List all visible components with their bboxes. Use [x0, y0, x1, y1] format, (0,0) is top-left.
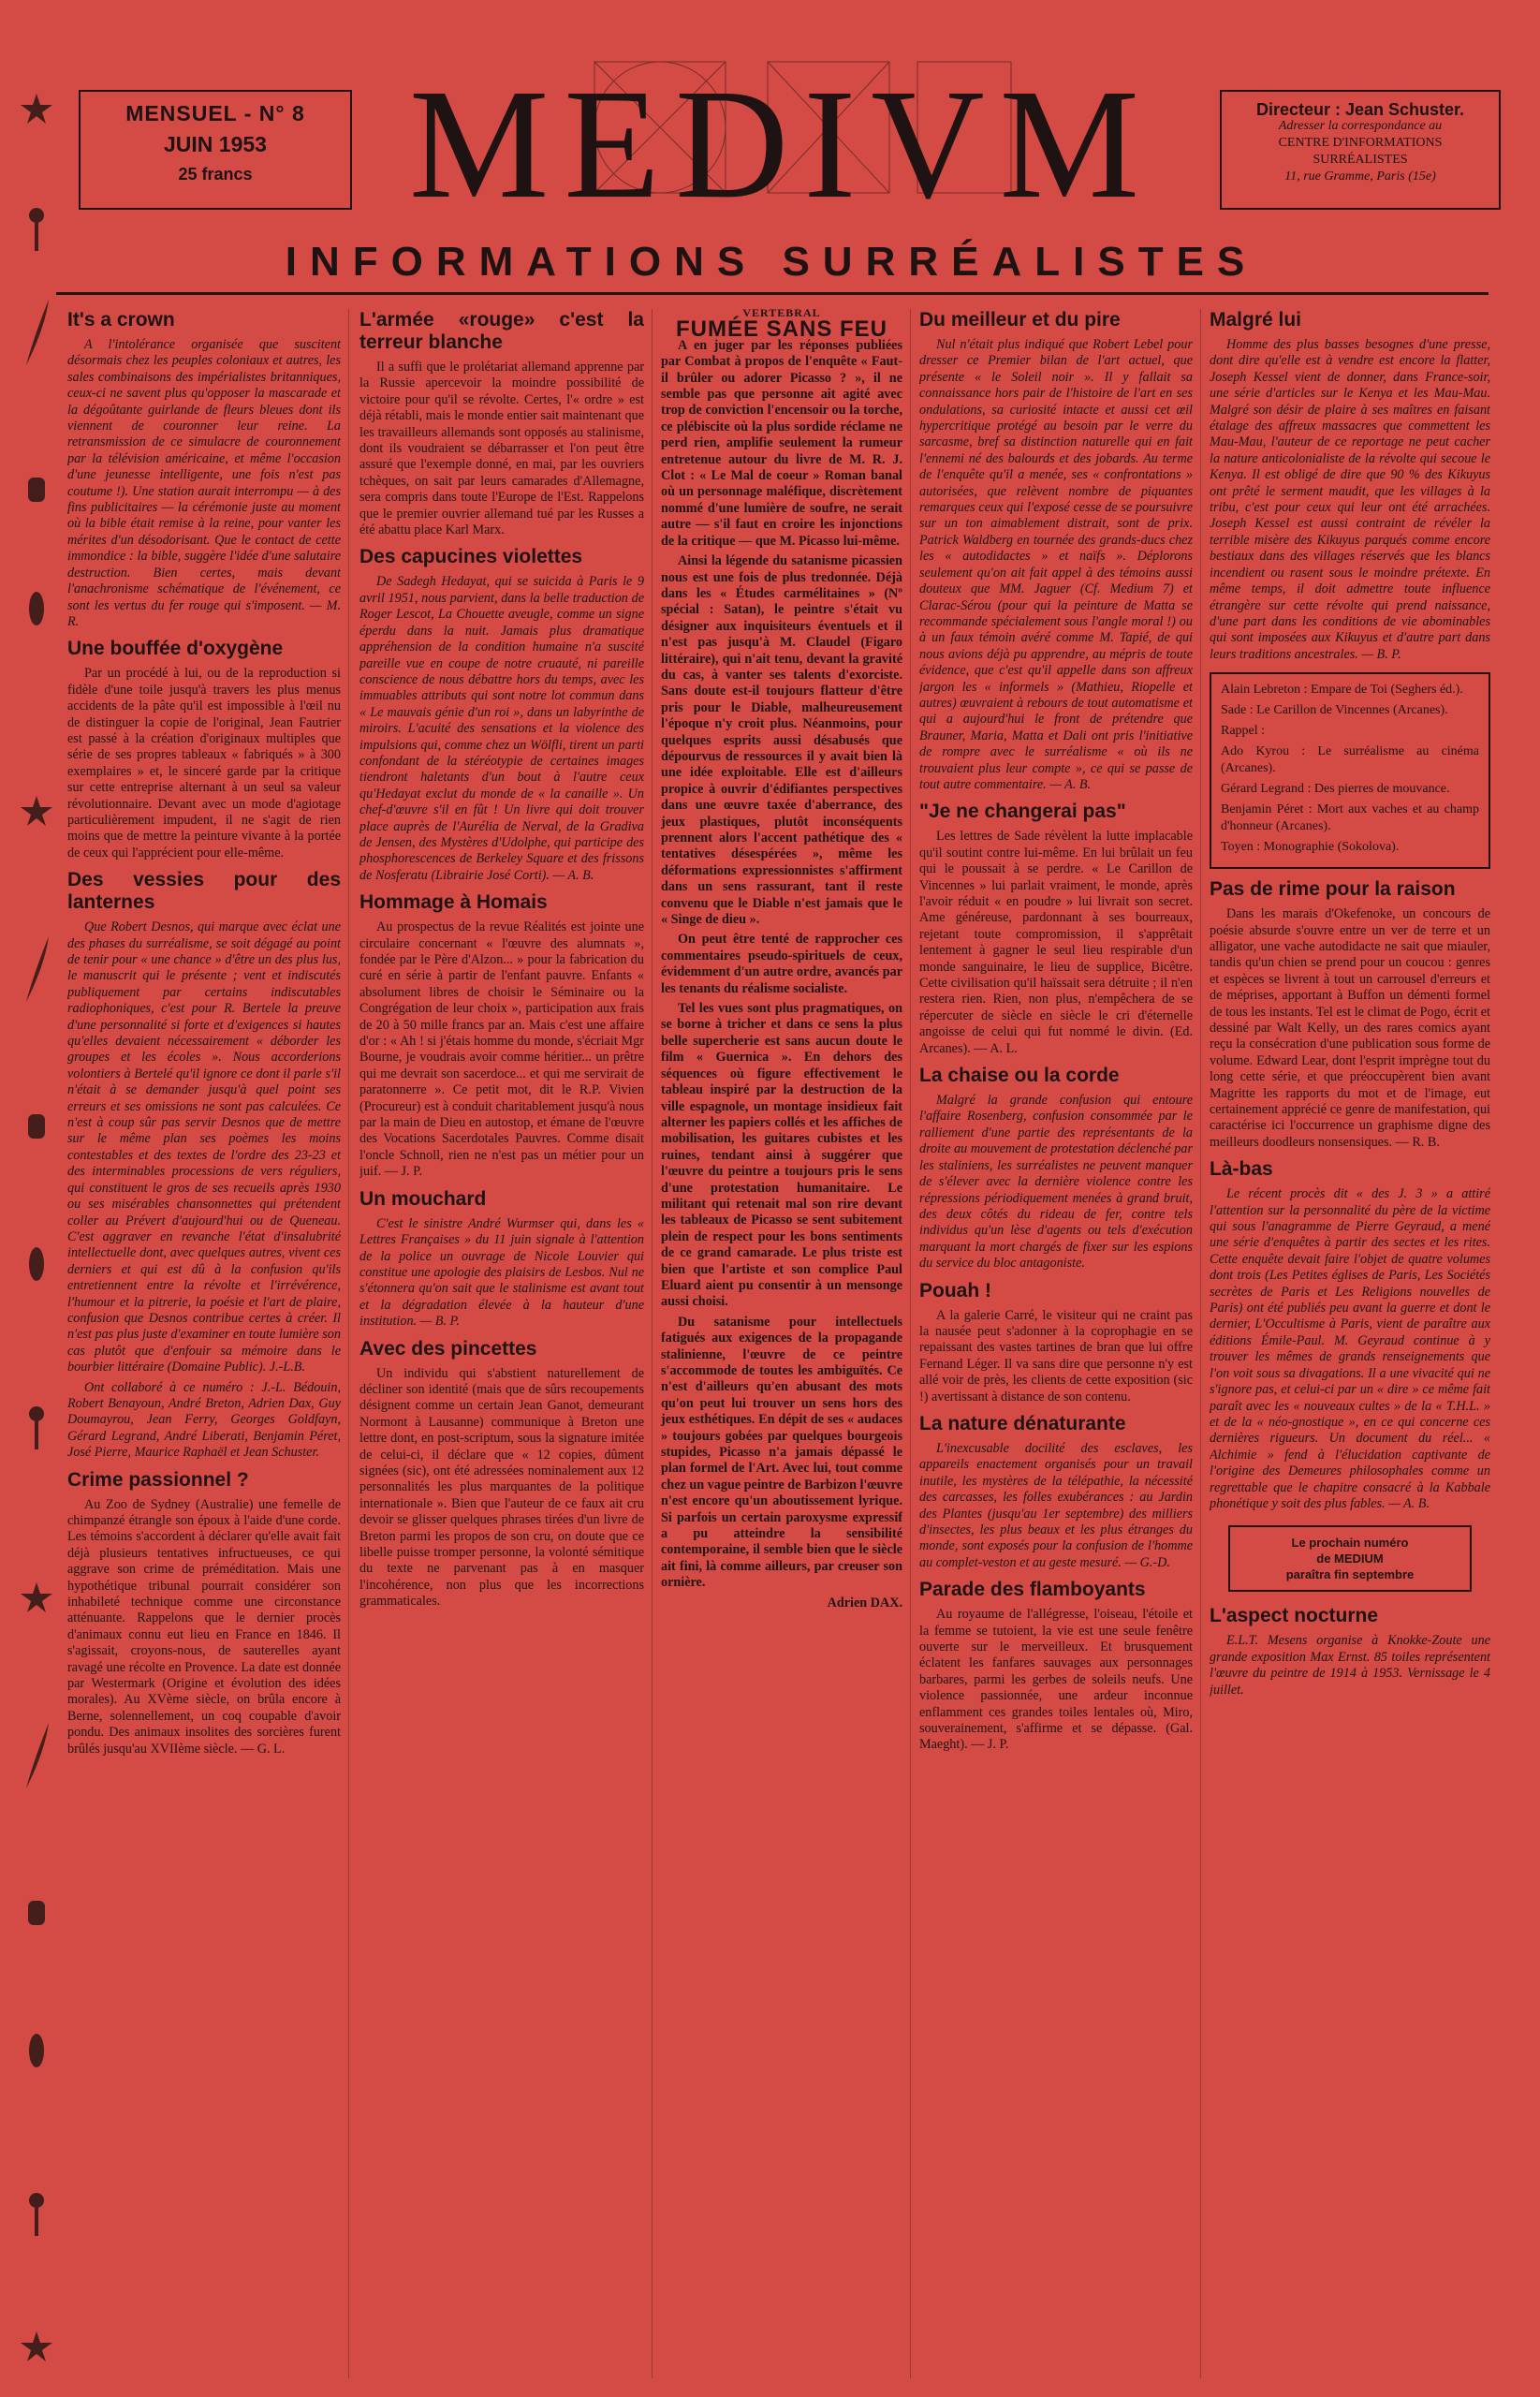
- column-rule: [348, 309, 349, 2378]
- column-rule: [652, 309, 653, 2378]
- list-item: Benjamin Péret : Mort aux vaches et au champ d'honneur (Arcanes).: [1221, 802, 1479, 834]
- star-icon: [21, 94, 52, 124]
- list-item: Gérard Legrand : Des pierres de mouvance.: [1221, 782, 1450, 797]
- article-body: Par un procédé à lui, ou de la reproduction si fidèle d'une toile jusqu'à travers les plus menus accidents de la pâte qu'il est impossible à l'œil nu de distinguer la copie de l'original, Jean Fautrier est passé à la création d'originaux multiples que série de ses propres tableaux « fabriqués » à 300 exemplaires » et, le sinceré garde par la critique sur cette entreprise alternant à un seul sa valeur révolutionnaire. Devant avec un mode d'agiotage particulièrement impudent, il ne s'agit de rien moins que de mettre la peinture vivante à la portée de ceux qui l'apprécient pour elle-même.: [67, 666, 341, 860]
- article-title: Du meilleur et du pire: [919, 309, 1121, 331]
- list-item: Sade : Le Carillon de Vincennes (Arcanes).: [1221, 703, 1448, 718]
- column-rule: [1200, 309, 1201, 2378]
- article-title: Une bouffée d'oxygène: [67, 638, 284, 660]
- article-body: A la galerie Carré, le visiteur qui ne craint pas la nausée peut s'adonner à la coprophagie en se repaissant des vastes tartines de bran que lui offre Fernand Léger. Il va sans dire que personne n'y est allé voir de près, les clients de cette exposition (sic !) avertissant à distance de son contenu.: [919, 1307, 1193, 1404]
- director-line: Directeur : Jean Schuster.: [1255, 100, 1465, 119]
- article-body: Un individu qui s'abstient naturellement de décliner son identité (mais que de sûrs recoupements désignent comme un certain Jean Ganot, demeurant Normont à Lausanne) communique à Breton une lettre dont, en post-scriptum, sous la signature imitée de celui-ci, il déclare que « 12 copies, dûment signées (sic), ont été adressées nominalement aux 12 personnalités les plus marquantes de la politique internationale ». Bien que l'auteur de ce faux ait cru devoir se glisser quelques phrases tirées d'un livre de Breton parmi les propos de son cru, on doute que ce libelle puisse tromper personne, la volonté sémitique du texte ne parvenant pas à en masquer l'incohérence, non plus que les incorrections grammaticales.: [359, 1365, 644, 1610]
- article-title: Pas de rime pour la raison: [1210, 878, 1456, 901]
- article-title: Des capucines violettes: [359, 546, 583, 568]
- article-title: Des vessies pour des lanternes: [67, 869, 341, 914]
- article-body: C'est le sinistre André Wurmser qui, dans les « Lettres Françaises » du 11 juin signale à l'attention de la police un ouvrage de Nicole Louvier qui constitue une apologie des plaisirs de Lesbos. Nul ne s'étonnera qu'on sait que le stalinisme est avant tout et la dégradation élevée à la hauteur d'une institution. — B. P.: [359, 1215, 644, 1330]
- article-body: On peut être tenté de rapprocher ces commentaires pseudo-spirituels de ceux, évidemment d'un autre ordre, avancés par les tenants du réalisme socialiste.: [661, 932, 902, 996]
- note-line: paraîtra fin septembre: [1285, 1567, 1415, 1582]
- article-title: Malgré lui: [1210, 309, 1302, 331]
- column-4: [919, 301, 1193, 2371]
- margin-ornaments: [17, 84, 56, 2388]
- masthead-text: MEDIVM: [409, 57, 1154, 225]
- list-item: Alain Lebreton : Empare de Toi (Seghers éd.).: [1221, 683, 1463, 698]
- note-line: Le prochain numéro: [1291, 1536, 1409, 1551]
- article-title: L'armée «rouge» c'est la terreur blanche: [359, 309, 644, 353]
- list-item: Rappel :: [1221, 724, 1266, 739]
- masthead-subtitle: [69, 228, 1474, 288]
- article-body: Ainsi la légende du satanisme picassien nous est une fois de plus tredonnée. Déjà dans les « Études carmélitaines » (Nº spécial : Satan), le peintre s'était vu désigner aux inquisiteurs éventuels et il n'est pas jusqu'à M. Claudel (Figaro littéraire), qui n'ait tenu, devant la gravité du cas, à vanter ses talents d'exorciste. Sans doute est-il toujours flatteur d'être pris pour le Diable, malheureusement l'époque n'y croit plus. Néanmoins, pour quelques esprits aussi désabusés que dépourvus de ressources il y avait bien là une idée exploitable. Elle est d'ailleurs propice à ouvrir d'édifiantes perspectives dans une œuvre taxée d'aberrance, des jeux plastiques, plutôt inconséquents prennent alors l'accent pathétique des « tentatives désespérées », même les déformations expressionnistes s'affirment dans un sens rassurant, tant il reste convenu que le Diable n'est jamais que le « Singe de dieu ».: [661, 553, 902, 928]
- article-title: L'aspect nocturne: [1210, 1605, 1379, 1627]
- contributors-note: Ont collaboré à ce numéro : J.-L. Bédouin, Robert Benayoun, André Breton, Adrien Dax, Guy Doumayrou, Jean Ferry, Georges Goldfayn, Gérard Legrand, André Liberati, Benjamin Péret, José Pierre, Maurice Raphaël et Jean Schuster.: [67, 1379, 341, 1461]
- next-issue-box: [1228, 1525, 1472, 1592]
- address-line-4: 11, rue Gramme, Paris (15e): [1284, 169, 1436, 184]
- header-rule: [56, 292, 1489, 295]
- issue-price: 25 francs: [178, 165, 253, 184]
- address-line-1: Adresser la correspondance au: [1278, 119, 1443, 133]
- article-title: La nature dénaturante: [919, 1412, 1126, 1434]
- issue-line: MENSUEL - N° 8: [125, 101, 305, 125]
- article-body: A l'intolérance organisée que suscitent désormais chez les peuples coloniaux et autres, les sales combinaisons des impérialistes britanniques, ceux-ci ne savent plus qu'opposer la mascarade et la dégoûtante guirlande de fleurs bleues dont ils viennent de couronner leur reine. La retransmission de ce simulacre de couronnement par la télévision américaine, et même l'occasion d'une jeunesse intelligente, une fois n'est pas coutume !). Une station aurait interrompu — à des fins publicitaires — la cérémonie juste au moment où la bible était remise à la reine, pour vanter les mérites d'un désodorisant. Que le contact de cette immondice : la bible, suggère l'idée d'une salutaire destruction. Bien certes, mais devant l'anachronisme schématique de l'événement, ce sont les vertus du fer rouge qui s'imposent. — M. R.: [67, 337, 341, 629]
- article-body: De Sadegh Hedayat, qui se suicida à Paris le 9 avril 1951, nous parvient, dans la belle traduction de Roger Lescot, La Chouette aveugle, comme un signe éperdu dans la nuit. Jamais plus dramatique appréhension de la condition humaine n'a suscité pareille vue en coupe de notre cruauté, ni pareille conscience de nous débattre hors du temps, avec les immuables attributs qui sont notre lot commun dans « Le mauvais génie d'un roi », dans un labyrinthe de miroirs. L'acuité des sensations et la violence des impulsions qui, comme chez un Wölfli, tirent un parti confondant de la stéréotypie de certaines images tiendront haletants d'un bout à l'autre ceux qu'Hedayat exclut du monde de « la canaille ». Un chef-d'œuvre s'il en fût ! Un livre qui doit trouver place auprès de l'Aurélia de Nerval, de la Gradiva de Jensen, des Mystères d'Udolphe, qui participe des phosphorescences de Berkeley Square et des frissons de Nosferatu (Librairie José Corti). — A. B.: [359, 574, 644, 883]
- address-line-3: SURRÉALISTES: [1313, 153, 1408, 167]
- article-body: Il a suffi que le prolétariat allemand apprenne par la Russie apercevoir la moindre possibilité de victoire pour qu'il se révolte. Certes, l'« ordre » est déjà rétabli, mais le monde entier sait maintenant que les travailleurs allemands sont opposés au stalinisme, dont ils voudraient se débarrasser et l'on peut être assuré que l'exemple donné, en mai, par les ouvriers tchèques, on sait par leurs camarades d'Allemagne, sera compris dans toute l'Europe de l'Est. Rappelons que le premier ouvrier allemand tué par les Russes a été abattu place Karl Marx.: [359, 360, 644, 538]
- article-body: Malgré la grande confusion qui entoure l'affaire Rosenberg, confusion consommée par le ralliement d'une partie des représentants de la droite au mouvement de protestation déclenché par les staliniens, les surréalistes ne peuvent manquer de s'élever avec la dernière violence contre les répressions périodiquement menées à grand bruit, des deux côtés du rideau de fer, contre tels individus qu'un lèse d'agents ou tels d'exécution marquant la mort chargés de fixer sur les espions du service du bloc antagoniste.: [919, 1093, 1193, 1272]
- article-body: Au prospectus de la revue Réalités est jointe une circulaire concernant « l'œuvre des alumnats », fondée par le Père d'Alzon... » pour la fabrication du curé en série à partir de l'enfant pauvre. Enfants « absolument libres de choisir le Séminaire ou la Congrégation de leur choix », participation aux frais de 20 à 50 mille francs par an. Mais c'est une affaire d'or : « Ah ! si j'étais homme du monde, s'écriait Mgr Bourne, je voudrais avoir comme héritier... un prêtre qui me devrait son sacerdoce... et qui me servirait de paratonnerre ». Ce petit mot, dit le R.P. Vivien (Procureur) est à conduit charitablement jusqu'à nous par la main de Dieu en autostop, et émane de l'œuvre des Vocations Sacerdotales Pauvres. Comme disait l'oncle Schnoll, rien ne n'est pas un métier pour un juif. — J. P.: [359, 919, 644, 1180]
- article-title: Un mouchard: [359, 1187, 487, 1210]
- article-body: Dans les marais d'Okefenoke, un concours de poésie absurde s'ouvre entre un ver de terre et un alligator, une vache autodidacte ne sait que miauler, tandis qu'un chien se prend pour un coucou : genres et espèces se livrent à tout un carrousel d'erreurs et de méprises, apportant à Buffon un démenti formel de tous les instants. Tel est le climat de Pogo, écrit et dessiné par Walt Kelly, un des rares comics ayant reçu la consécration d'une publication sous forme de volume. Edward Lear, dont l'esprit imprègne tout du long cette série, et que préoccupèrent bien avant Magritte les rapports du mot et de l'image, eut certainement apprécié ce genre de manifestation, qui caractérise ici l'occurrence un graphisme digne des meilleurs doodleurs nonsensiques. — R. B.: [1210, 906, 1490, 1150]
- address-line-2: CENTRE D'INFORMATIONS: [1278, 136, 1443, 150]
- article-title: FUMÉE SANS FEU: [675, 316, 887, 343]
- article-title: Crime passionnel ?: [67, 1468, 249, 1491]
- director-box: [1220, 90, 1501, 210]
- issue-date: JUIN 1953: [164, 132, 267, 156]
- article-title: Là-bas: [1210, 1158, 1273, 1181]
- issue-box: [79, 90, 352, 210]
- note-line: de MEDIUM: [1316, 1551, 1384, 1566]
- column-1: [67, 301, 341, 2371]
- article-title: Hommage à Homais: [359, 891, 548, 914]
- column-2: [359, 301, 644, 2371]
- article-body: Tel les vues sont plus pragmatiques, on se borne à tricher et dans ce sens la plus belle supercherie est sans aucun doute le film « Guernica ». En dehors des séquences où figure effectivement le tableau inspiré par la destruction de la ville espagnole, un montage insidieux fait alterner les papiers collés et les affiches de mobilisation, les guitares cubistes et les ruines, tendant ainsi à suggérer que l'œuvre du peintre a toujours pris le sens d'une protestation humanitaire. Le militant qui retenait mal son rire devant les tableaux de Picasso se sent subitement plein de respect pour les bons sentiments de ce grand camarade. Le plus triste est bien que l'artiste et son complice Paul Eluard aient pu consentir à un mensonge aussi choisi.: [661, 1001, 902, 1310]
- article-body: Nul n'était plus indiqué que Robert Lebel pour dresser ce Premier bilan de l'art actuel, que présente « le Soleil noir ». Il y fallait sa connaissance hors pair de l'histoire de l'art en ses ondulations, sa curiosité intacte et aussi cet œil hypercritique protégé au besoin par le verre du sarcasme, bref sa distinction naturelle qui en fait l'ennemi né des balourds et des jobards. Au terme de l'enquête qu'il a menée, ses « confrontations » autorisées, que relèvent nombre de piquantes remarques ceux qui l'exposé cesse de se poursuivre sur un ton aimablement distrait, sont de prix. Patrick Waldberg en tournée des grands-ducs chez les « autodidactes » et naïfs ». Déplorons seulement qu'on ait fait appel à des témoins aussi douteux que MM. Jaguer (Cf. Medium 7) et Clarac-Sérou (pour qui la peinture de Matta se recommande spécialement sous l'angle moral !) ou à un faux témoin avéré comme M. Tapié, de qui nous avions déjà pu apprendre, au mépris de toute évidence, que c'est qu'il appelle dans son affreux jargon les « informels » (Mathieu, Riopelle et autres) œuvraient à rebours de tout automatisme et qui a aujourd'hui le front de prétendre que Brauner, Maria, Matta et Dali ont pris l'initiative de rompre avec le surréalisme « où ils ne trouvaient plus leur compte », ce qui se passe de tout autre commentaire. — A. B.: [919, 337, 1193, 792]
- list-item: Toyen : Monographie (Sokolova).: [1221, 840, 1400, 855]
- section-label: VERTEBRAL: [742, 306, 821, 319]
- article-body: Les lettres de Sade révèlent la lutte implacable qu'il soutint contre lui-même. En lui brûlait un feu qui le poussait à se perdre. « Le Carillon de Vincennes » lui parlait vraiment, le monde, après l'avoir réduit « en poudre » lui livrait son secret. Ame généreuse, pardonnant à ses bourreaux, rejetant toute compromission, il s'apprêtait lentement à gagner le seul lieu respirable d'un monde sanguinaire, le lieu de supplice, Bicêtre. Cette civilisation qu'il haïssait sera détruite ; il n'en restera rien. Rien, non plus, n'empêchera de se répercuter de siècle en siècle le cri d'éternelle angoisse de celui qui fut nommé le divin. (Ed. Arcanes). — A. L.: [919, 829, 1193, 1056]
- article-body: Que Robert Desnos, qui marque avec éclat une des phases du surréalisme, se soit dégagé au point de tenir pour « une chance » d'être un des plus lus, le manuscrit qui le présente ; vent et indiscutés publiquement par certains indiscutables radiophoniques, c'est pour R. Bertele la preuve d'une personnalité si forte et d'exigences si hautes qu'elles devaient nécessairement « déborder les groupes et les écoles ». Nous accorderions volontiers à Bertelé qu'il ignore ce dont il parle s'il n'était à se demander jusqu'à quel point ses erreurs et ses omissions ne sont pas calculées. Ce n'est à coup sûr pas servir Desnos que de mettre sur le même plan ses poèmes les moins contestables et des textes de l'ordre des 23-23 et des interminables processions de vers réguliers, qui constituent le gros de ses recueils après 1930 ou ses misérables chansonnettes qui prétendent coller au Prévert d'aujourd'hui ou de Queneau. C'est aggraver en revanche l'état d'insalubrité intellectuelle dont, avec quelques autres, vivent ces derniers et qui est dû à la confusion qu'ils entretiennent entre la révolte et l'irrévérence, l'humour et la pitrerie, la poésie et l'art de plaire, confusion que Desnos contribue certes à créer. Il n'est pas plus juste d'examiner en toute lumière son cas plutôt que d'enfouir sa mémoire dans le bourbier littéraire (Domaine Public). J.-L.B.: [67, 919, 341, 1375]
- article-title: It's a crown: [67, 309, 175, 331]
- article-body: E.L.T. Mesens organise à Knokke-Zoute une grande exposition Max Ernst. 85 toiles représentent l'œuvre du peintre de 1914 à 1953. Vernissage le 4 juillet.: [1210, 1633, 1490, 1698]
- article-title: La chaise ou la corde: [919, 1065, 1120, 1087]
- article-body: Homme des plus basses besognes d'une presse, dont dire qu'elle est à vendre est encore la flatter, Joseph Kessel vient de donner, dans France-soir, une série d'articles sur le Kenya et les Mau-Mau. Malgré son désir de plaire à ses maîtres en faisant étalage des affreux massacres que commettent les Mau-Mau, l'auteur de ce reportage ne peut cacher la nature anticolonialiste de la révolte qui secoue le Kenya. Il est obligé de dire que 90 % des Kikuyus ont prêté le serment maudit, que les villages à la tribu, c'est pour ceux qui leur ont été arrachées. Joseph Kessel est aussi contraint de révéler la terrible misère des Kikuyus parqués comme encore bestiaux dans des villages réservés que les blancs incendient ou rasent sous le moindre prétexte. En même temps, il doit admettre toute influence étrangère sur cette révolte qui prend naissance, d'une part dans les conditions de vie abominables qui sont imposées aux Kikuyus et d'autre part dans leurs traditions ancestrales. — B. P.: [1210, 337, 1490, 662]
- author-signature: Adrien DAX.: [827, 1595, 902, 1610]
- article-body: Le récent procès dit « des J. 3 » a attiré l'attention sur la personnalité du père de la victime qui sous l'anagramme de Pierre Geyraud, a mené une série d'enquêtes à partir des sectes et les rites. Cette enquête devait faire l'objet de quatre volumes dont trois (Les Petites églises de Paris, Les Sociétés secrètes de Paris et Les Religions nouvelles de Paris) ont été publiés peu avant la guerre et dont le dernier, L'Occultisme à Paris, vient de paraître aux éditions Émile-Paul. M. Geyraud continue à y trouver les mêmes de grands renseignements que l'on voit sous sa divagations. Il a une vivacité qui ne s'ignore pas, et celui-ci par un « dire » ce même fait paraît avec les « nouveaux cultes » de la « T.H.L. » et de la « néo-gnostique », en ce qui concerne ces dernières rigueurs. Un document du réel... « Alchimie » fend à l'élucidation captivante de l'origine des Demeures philosophales comme un regrettable que le chapitre consacré à la Kabbale phonétique y soit des plus fables. — A. B.: [1210, 1186, 1490, 1511]
- column-3: [661, 301, 902, 2371]
- article-body: L'inexcusable docilité des esclaves, les appareils enactement organisés pour un travail inutile, les mystères de la télépathie, la nécessité des carcasses, les folles exubérances : au Jardin des Plantes (jusqu'au 1er septembre) des milliers d'insectes, les plus beaux et les plus étranges du monde, sont exposés pour la confusion de l'homme au complet-veston et au geste mesuré. — G.-D.: [919, 1440, 1193, 1570]
- article-body: A en juger par les réponses publiées par Combat à propos de l'enquête « Faut-il brûler ou adorer Picasso ? », il ne semble pas que personne ait agité avec trop de conviction l'encensoir ou la torche, ce plébiscite où la plus sordide réclame ne perd rien, amplifie seulement la rumeur entretenue autour du livre de M. R. J. Clot : « Le Mal de coeur » Roman banal où un personnage maléfique, discrètement nommé d'une lumière de soufre, ne serait autre — s'il faut en croire les injonctions de la critique — que M. Picasso lui-même.: [661, 337, 902, 549]
- hand-icon: [28, 478, 45, 502]
- masthead-title: [356, 37, 1208, 225]
- article-body: Au royaume de l'allégresse, l'oiseau, l'étoile et la femme se tutoient, la vie est une seule fenêtre ouverte sur le merveilleux. Et brusquement éclatent les fanfares sauvages aux personnages barbares, parmi les gerbes de soleils neufs. Une violence passionnée, une ardeur inconnue enflamment ces grandes toiles lentales où, Miro, souverainement, s'affirme et se dépasse. (Gal. Maeght). — J. P.: [919, 1607, 1193, 1753]
- key-icon: [29, 208, 44, 251]
- article-body: Au Zoo de Sydney (Australie) une femelle de chimpanzé étrangle son époux à l'aide d'une corde. Les témoins s'accordent à déclarer qu'elle avait fait déjà plusieurs tentatives infructueuses, ce qui aggrave son crime de préméditation. Mais une hypothétique tribunal pourrait considérer son inhabileté technique comme une circonstance atténuante. Rappelons que le dernier procès d'animaux connu eut lieu en France en 1846. Il s'agissait, croyons-nous, de sauterelles ayant ravagé une récolte en Provence. La date est donnée par Westermark (Origine et évolution des idées morales). Au XVème siècle, on brûla encore à Berne, solennellement, un coq coupable d'avoir pondu. Des animaux insolites des sorcières furent brûlés jusqu'au XVIIème siècle. — G. L.: [67, 1496, 341, 1757]
- article-body: Du satanisme pour intellectuels fatigués aux exigences de la propagande stalinienne, l'œuvre de ce peintre s'accommode de toutes les ambiguïtés. Ce n'est d'ailleurs qu'en abusant des mots qu'on peut lui trouver un sens hors des jeux esthétiques. En dépit de ses « audaces » toujours gobées par quelques bourgeois stupides, Picasso n'a jamais dépassé le plan formel de l'Art. Avec lui, tout comme chez un vague peintre de Barbizon l'œuvre n'est encore qu'un aboutissement lyrique. Si parfois un certain paroxysme expressif a pu atteindre la sensibilité contemporaine, il semble bien que le siècle ait fini, là comme ailleurs, par creuser son ornière.: [661, 1314, 902, 1591]
- subtitle-text: INFORMATIONS SURRÉALISTES: [285, 239, 1258, 285]
- leaf-icon: [29, 592, 44, 625]
- article-title: Avec des pincettes: [359, 1337, 537, 1360]
- feather-icon: [26, 300, 49, 365]
- column-5: [1210, 301, 1490, 2371]
- list-item: Ado Kyrou : Le surréalisme au cinéma (Arcanes).: [1221, 744, 1479, 776]
- article-title: Pouah !: [919, 1279, 991, 1301]
- column-rule: [910, 309, 911, 2378]
- publications-box: [1210, 672, 1490, 869]
- article-title: Parade des flamboyants: [919, 1579, 1146, 1601]
- article-title: "Je ne changerai pas": [919, 801, 1126, 823]
